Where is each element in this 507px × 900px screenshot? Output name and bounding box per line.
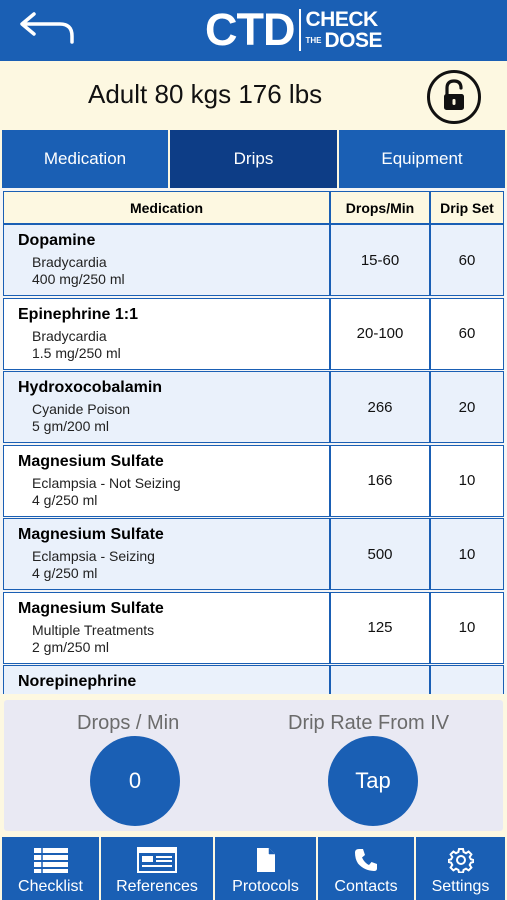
drops-per-min-cell [330, 665, 430, 694]
table-row[interactable] [3, 445, 504, 517]
drip-set-cell [430, 665, 504, 694]
nav-references-label: References [116, 878, 198, 895]
nav-protocols-label: Protocols [232, 878, 299, 895]
drips-table[interactable] [0, 188, 507, 694]
table-row[interactable] [3, 224, 504, 296]
nav-settings[interactable] [416, 837, 505, 900]
drops-per-min-label: Drops / Min [77, 712, 180, 734]
medication-name: Hydroxocobalamin [18, 379, 163, 396]
drops-per-min-cell: 266 [330, 371, 430, 443]
medication-name: Epinephrine 1:1 [18, 305, 139, 323]
document-icon [255, 847, 277, 873]
back-arrow-icon [14, 10, 78, 50]
column-header-medication: Medication [3, 191, 330, 224]
logo-line2: DOSE [324, 29, 382, 52]
medication-cell [3, 518, 330, 590]
app-logo [205, 4, 382, 55]
medication-concentration: 4 g/250 ml [32, 491, 98, 508]
checklist-icon [31, 847, 71, 873]
medication-name: Norepinephrine [18, 673, 137, 690]
table-row[interactable] [3, 371, 504, 443]
drip-calculator [0, 694, 507, 835]
nav-contacts-label: Contacts [334, 878, 398, 895]
nav-settings-label: Settings [431, 878, 490, 895]
drip-set-cell: 60 [430, 298, 504, 370]
medication-cell [3, 371, 330, 443]
lock-button[interactable] [427, 70, 481, 124]
category-tabs [0, 128, 507, 188]
nav-references[interactable] [101, 837, 213, 900]
drip-set-cell: 10 [430, 445, 504, 517]
medication-cell [3, 445, 330, 517]
table-row[interactable] [3, 665, 504, 694]
table-row[interactable] [3, 518, 504, 590]
medication-concentration: 5 gm/200 ml [32, 418, 110, 434]
medication-name: Magnesium Sulfate [18, 526, 164, 543]
unlock-icon [430, 73, 478, 121]
medication-concentration: 400 mg/250 ml [32, 271, 125, 287]
table-row[interactable] [3, 298, 504, 370]
table-header [3, 191, 504, 224]
drops-per-min-value: 0 [128, 768, 142, 793]
medication-cell [3, 298, 330, 370]
nav-checklist[interactable] [2, 837, 99, 900]
logo-line2-row [305, 30, 382, 51]
calculator-panel [4, 700, 503, 831]
tab-medication-label: Medication [43, 149, 127, 168]
medication-indication: Bradycardia [32, 254, 107, 270]
medication-indication: Cyanide Poison [32, 401, 131, 417]
medication-concentration: 4 g/250 ml [32, 565, 98, 581]
medication-name: Magnesium Sulfate [18, 452, 164, 470]
nav-protocols[interactable] [215, 837, 316, 900]
medication-cell [3, 665, 330, 694]
drops-per-min-cell: 166 [330, 445, 430, 517]
drops-per-min-cell: 500 [330, 518, 430, 590]
logo-the: THE [305, 35, 322, 45]
drops-per-min-cell: 15-60 [330, 224, 430, 296]
tab-equipment[interactable] [339, 130, 505, 188]
drip-rate-tap-button[interactable] [328, 736, 418, 826]
medication-indication: Bradycardia [32, 327, 107, 344]
medication-concentration: 1.5 mg/250 ml [32, 344, 121, 361]
drip-rate-tap-label: Tap [355, 768, 391, 793]
medication-indication: Multiple Treatments [32, 621, 155, 638]
logo-line1: CHECK [305, 8, 378, 31]
tab-drips[interactable] [170, 130, 337, 188]
drops-per-min-cell: 20-100 [330, 298, 430, 370]
column-header-drops: Drops/Min [330, 191, 430, 224]
medication-indication: Eclampsia - Seizing [32, 548, 155, 564]
patient-summary[interactable]: Adult 80 kgs 176 lbs [88, 79, 323, 109]
logo-main-text: CTD [205, 4, 295, 55]
medication-name: Magnesium Sulfate [18, 599, 164, 617]
references-icon [137, 847, 177, 873]
back-button[interactable] [14, 10, 78, 50]
nav-contacts[interactable] [318, 837, 414, 900]
medication-concentration: 2 gm/250 ml [32, 638, 110, 655]
tab-equipment-label: Equipment [381, 149, 463, 168]
column-header-drip-set: Drip Set [430, 191, 504, 224]
bottom-navigation [0, 835, 507, 900]
medication-name: Dopamine [18, 232, 96, 249]
drops-per-min-cell: 125 [330, 592, 430, 664]
tab-medication[interactable] [2, 130, 168, 188]
logo-divider [299, 9, 301, 51]
drip-set-cell: 10 [430, 518, 504, 590]
phone-icon [353, 847, 379, 873]
tab-drips-label: Drips [233, 149, 274, 168]
drip-set-cell: 60 [430, 224, 504, 296]
app-header [0, 0, 507, 61]
medication-cell [3, 224, 330, 296]
drip-set-cell: 20 [430, 371, 504, 443]
medication-cell [3, 592, 330, 664]
medication-indication: Eclampsia - Not Seizing [32, 474, 181, 491]
drops-per-min-button[interactable] [90, 736, 180, 826]
drip-set-cell: 10 [430, 592, 504, 664]
logo-subtitle [305, 9, 382, 51]
gear-icon [448, 847, 474, 873]
drip-rate-label: Drip Rate From IV [288, 712, 450, 734]
nav-checklist-label: Checklist [18, 878, 83, 895]
table-row[interactable] [3, 592, 504, 664]
